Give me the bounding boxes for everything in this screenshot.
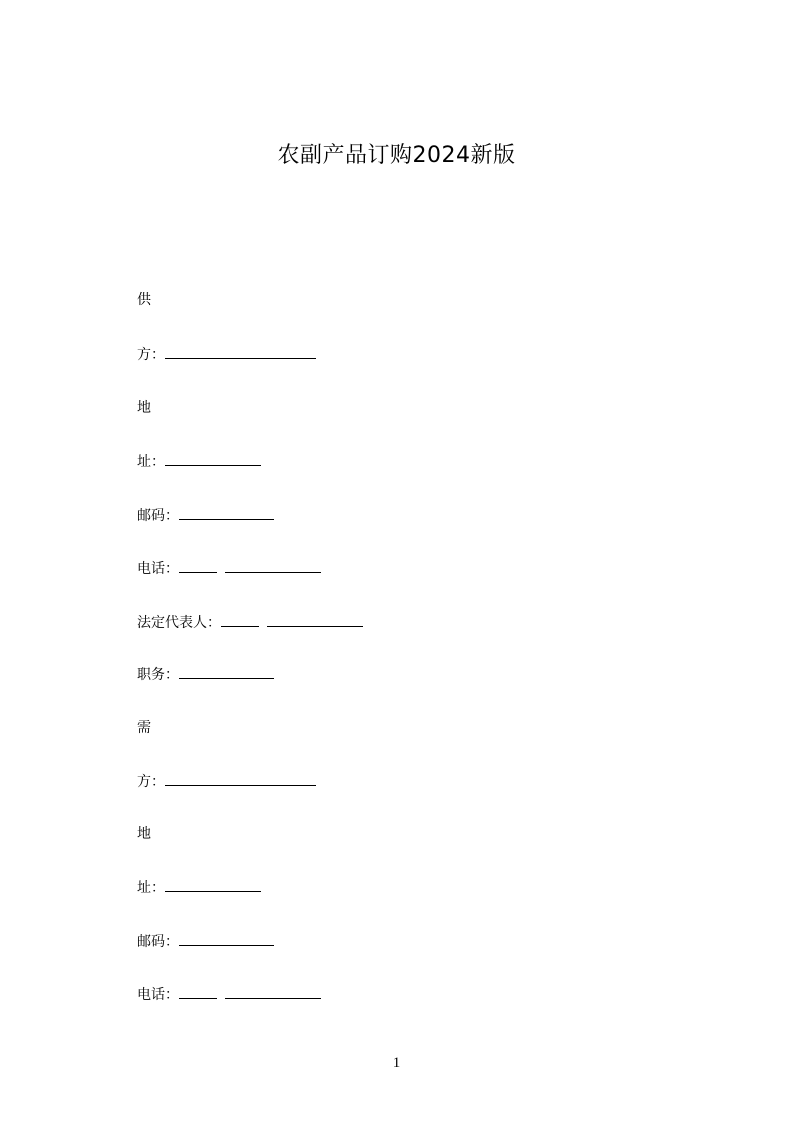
supplier-address-label: 址： [137,454,165,470]
supplier-address-line [137,451,261,472]
supplier-postcode-blank[interactable] [179,505,274,520]
supplier-position-label: 职务： [137,667,179,683]
supplier-name-blank[interactable] [165,344,316,359]
buyer-phone-area-blank[interactable] [179,984,217,999]
buyer-postcode-blank[interactable] [179,931,274,946]
buyer-phone-label: 电话： [137,987,179,1003]
buyer-address-char: 地 [137,826,151,842]
supplier-phone-label: 电话： [137,561,179,577]
document-title: 农副产品订购2024新版 [277,143,516,168]
buyer-label-char: 需 [137,720,151,736]
supplier-address-blank[interactable] [165,451,261,466]
buyer-address-blank[interactable] [165,877,261,892]
supplier-phone-line [137,558,321,579]
buyer-label-line1 [137,718,151,738]
supplier-phone-area-blank[interactable] [179,558,217,573]
supplier-address-line1 [137,398,151,418]
supplier-postcode-line [137,505,274,526]
supplier-postcode-label: 邮码： [137,508,179,524]
supplier-legal-rep-blank-2[interactable] [267,612,363,627]
supplier-legal-rep-label: 法定代表人： [137,615,221,631]
buyer-address-line [137,877,261,898]
supplier-legal-rep-line [137,612,363,633]
supplier-label-line1 [137,290,151,310]
buyer-phone-line [137,984,321,1005]
supplier-position-line [137,664,274,685]
buyer-postcode-label: 邮码： [137,934,179,950]
buyer-postcode-line [137,931,274,952]
supplier-phone-number-blank[interactable] [225,558,321,573]
buyer-name-blank[interactable] [165,771,316,786]
buyer-phone-number-blank[interactable] [225,984,321,999]
supplier-label-char: 供 [137,292,151,308]
buyer-address-label: 址： [137,880,165,896]
supplier-legal-rep-blank-1[interactable] [221,612,259,627]
supplier-position-blank[interactable] [179,664,274,679]
buyer-name-line [137,771,316,792]
page-number: 1 [392,1055,401,1071]
buyer-name-label: 方： [137,774,165,790]
supplier-name-label: 方： [137,347,165,363]
supplier-name-line [137,344,316,365]
buyer-address-line1 [137,824,151,844]
supplier-address-char: 地 [137,400,151,416]
